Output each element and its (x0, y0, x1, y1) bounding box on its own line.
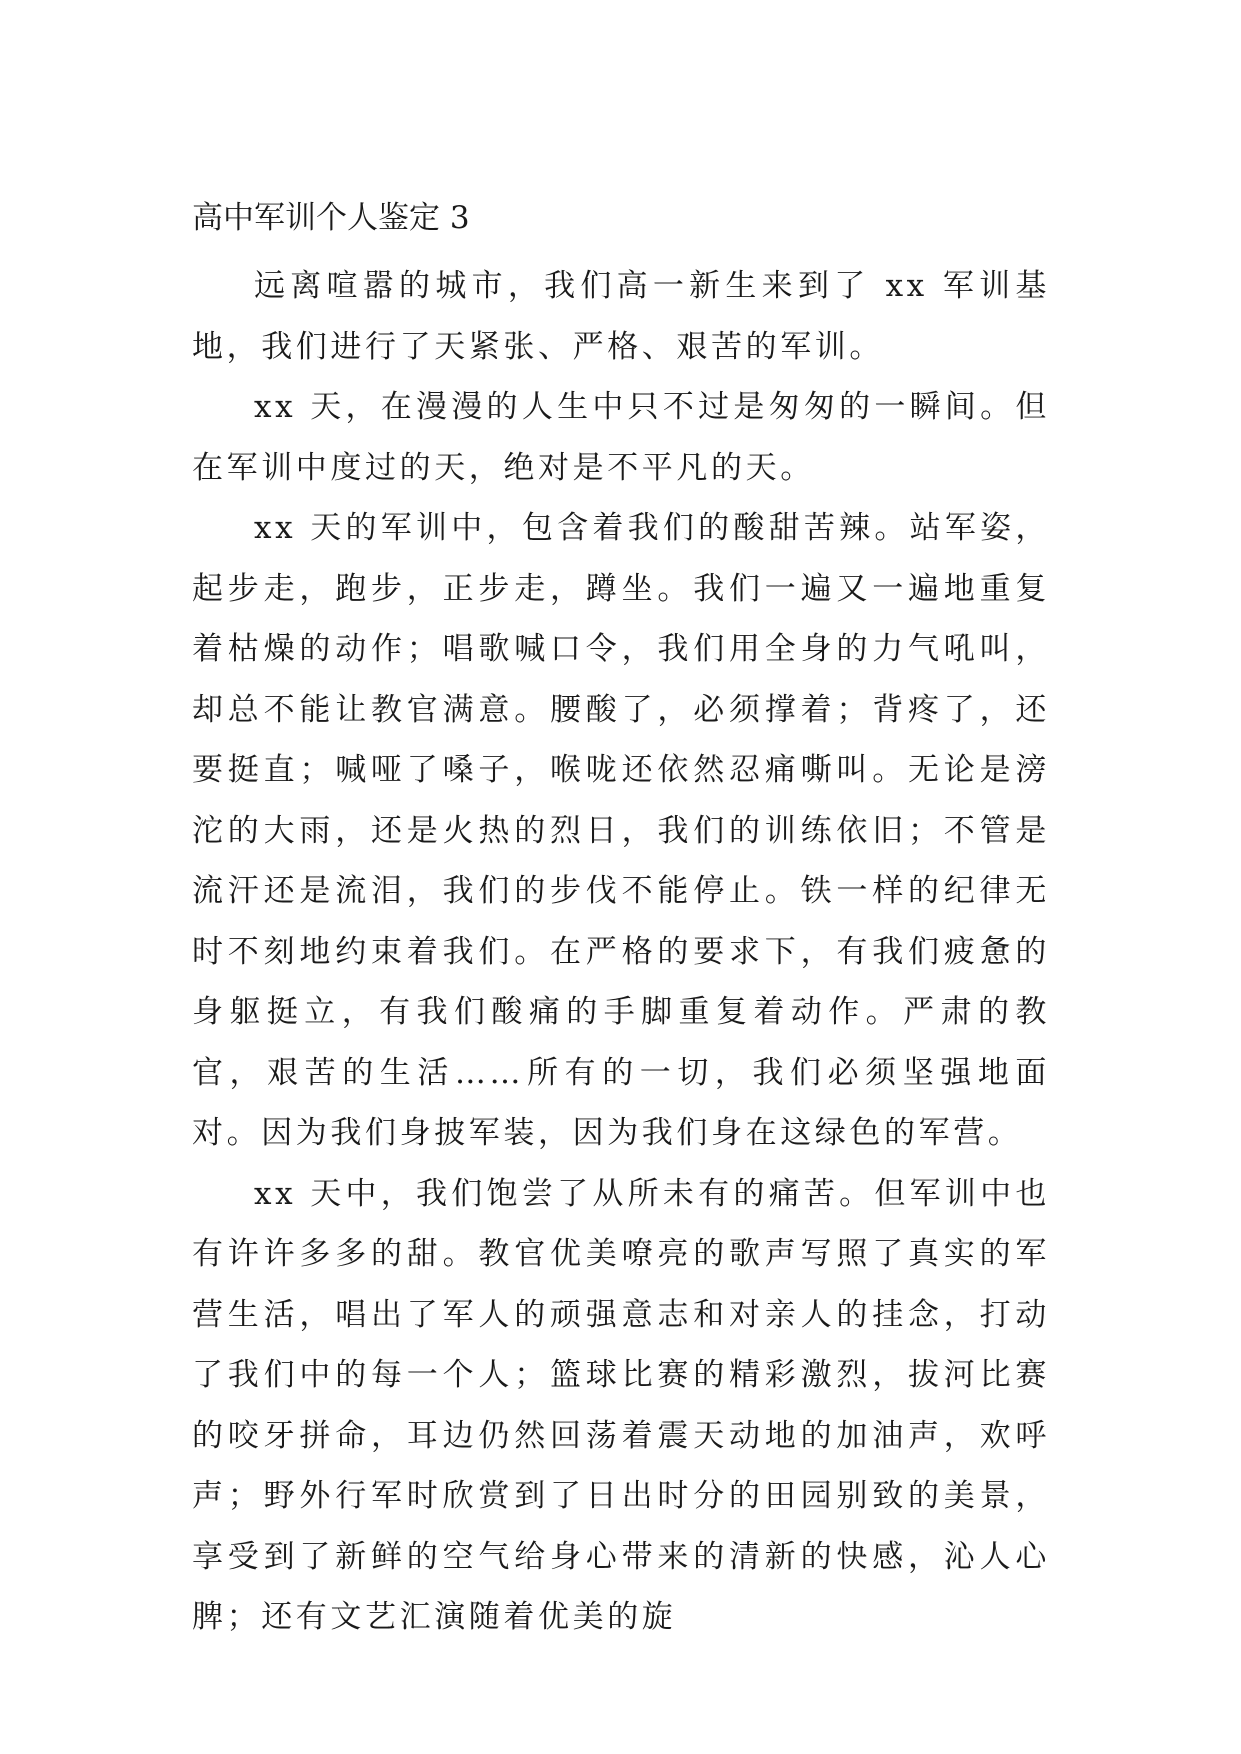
paragraph-2: xx 天，在漫漫的人生中只不过是匆匆的一瞬间。但在军训中度过的天，绝对是不平凡的天。 (192, 389, 1050, 486)
paragraph-1: 远离喧嚣的城市，我们高一新生来到了 xx 军训基地，我们进行了天紧张、严格、艰苦的军训。 (192, 268, 1050, 365)
document-title: 高中军训个人鉴定 3 (192, 200, 470, 236)
paragraph-3: xx 天的军训中，包含着我们的酸甜苦辣。站军姿，起步走，跑步，正步走，蹲坐。我们一遍又一遍地重复着枯燥的动作；唱歌喊口令，我们用全身的力气吼叫，却总不能让教官满意。腰酸了，必须撑着；背疼了，还要挺直；喊哑了嗓子，喉咙还依然忍痛嘶叫。无论是滂沱的大雨，还是火热的烈日，我们的训练依旧；不管是流汗还是流泪，我们的步伐不能停止。铁一样的纪律无时不刻地约束着我们。在严格的要求下，有我们疲惫的身躯挺立，有我们酸痛的手脚重复着动作。严肃的教官，艰苦的生活……所有的一切，我们必须坚强地面对。因为我们身披军装，因为我们身在这绿色的军营。 (192, 510, 1050, 1151)
paragraph-4: xx 天中，我们饱尝了从所未有的痛苦。但军训中也有许许多多的甜。教官优美嘹亮的歌声写照了真实的军营生活，唱出了军人的顽强意志和对亲人的挂念，打动了我们中的每一个人；篮球比赛的精彩激烈，拔河比赛的咬牙拼命，耳边仍然回荡着震天动地的加油声，欢呼声；野外行军时欣赏到了日出时分的田园别致的美景，享受到了新鲜的空气给身心带来的清新的快感，沁人心脾；还有文艺汇演随着优美的旋 (192, 1175, 1050, 1635)
document-body (192, 256, 1050, 1648)
